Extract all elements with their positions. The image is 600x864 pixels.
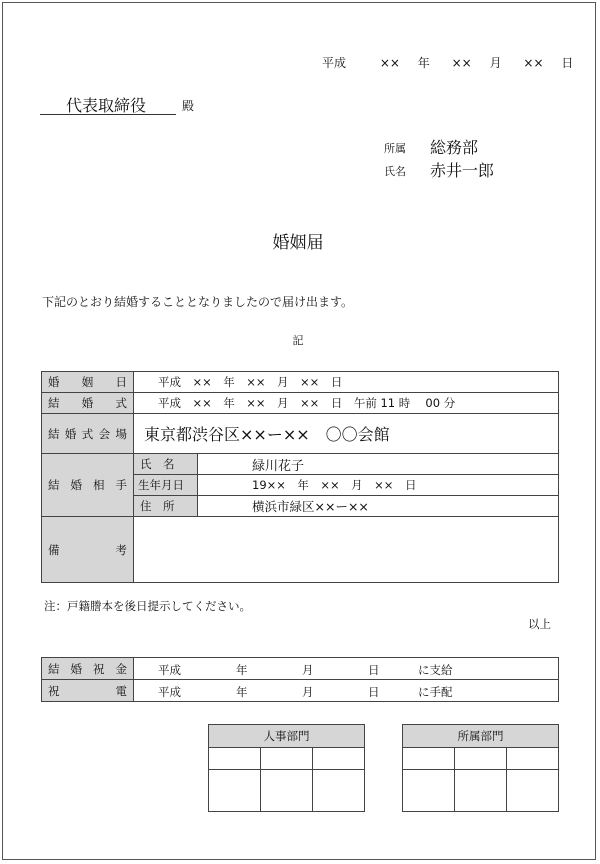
hr-stamp-cell[interactable] — [260, 770, 312, 812]
marriage-date-label: 婚 姻 日 — [42, 372, 134, 393]
gift-money-year: 年 — [236, 663, 248, 677]
table-row — [209, 770, 365, 812]
remarks-value[interactable] — [134, 517, 559, 583]
gift-table — [41, 657, 559, 702]
name-label: 氏名 — [384, 165, 406, 178]
dept-stamp-box — [402, 724, 559, 812]
table-row — [42, 517, 559, 583]
closing-text: 以上 — [528, 617, 551, 631]
telegram-day: 日 — [368, 685, 380, 699]
ki-label: 記 — [292, 334, 304, 347]
date-year-unit: 年 — [417, 56, 430, 70]
addressee-honorific: 殿 — [182, 99, 195, 113]
date-month: ×× — [451, 56, 472, 70]
date-month-unit: 月 — [489, 56, 502, 70]
table-row — [42, 372, 559, 393]
marriage-details-table — [41, 371, 559, 583]
telegram-era: 平成 — [158, 685, 181, 699]
date-era: 平成 — [322, 56, 347, 70]
hr-stamp-cell[interactable] — [209, 770, 261, 812]
name-value: 赤井一郎 — [430, 161, 495, 180]
dept-stamp-header: 所属部門 — [403, 725, 559, 748]
dept-stamp-cell[interactable] — [506, 748, 558, 770]
gift-money-month: 月 — [302, 663, 314, 677]
dept-label: 所属 — [384, 142, 406, 155]
hr-stamp-header: 人事部門 — [209, 725, 365, 748]
gift-money-label: 結 婚 祝 金 — [42, 658, 134, 680]
dept-stamp-cell[interactable] — [403, 770, 455, 812]
date-day: ×× — [523, 56, 544, 70]
table-row — [209, 725, 365, 748]
venue-label: 結婚式会場 — [42, 414, 134, 454]
telegram-year: 年 — [236, 685, 248, 699]
note-text: 注：戸籍謄本を後日提示してください。 — [44, 599, 251, 613]
partner-dob-label: 生年月日 — [134, 475, 198, 496]
dept-value: 総務部 — [430, 138, 479, 157]
dept-stamp-cell[interactable] — [403, 748, 455, 770]
dept-stamp-cell[interactable] — [454, 748, 506, 770]
intro-text: 下記のとおり結婚することとなりましたので届け出ます。 — [42, 295, 354, 309]
partner-dob-value[interactable]: 19×× 年 ×× 月 ×× 日 — [198, 475, 559, 496]
partner-addr-value[interactable]: 横浜市緑区××ー×× — [198, 496, 559, 517]
gift-money-action: に支給 — [418, 663, 453, 677]
ceremony-label: 結 婚 式 — [42, 393, 134, 414]
telegram-label: 祝 電 — [42, 680, 134, 702]
submission-date — [322, 54, 573, 71]
date-year: ×× — [379, 56, 400, 70]
telegram-action: に手配 — [418, 685, 453, 699]
gift-money-day: 日 — [368, 663, 380, 677]
telegram-value[interactable] — [134, 680, 559, 702]
hr-stamp-cell[interactable] — [312, 770, 364, 812]
table-row — [403, 725, 559, 748]
ceremony-value[interactable]: 平成 ×× 年 ×× 月 ×× 日 午前 11 時 00 分 — [134, 393, 559, 414]
hr-stamp-cell[interactable] — [312, 748, 364, 770]
table-row — [42, 414, 559, 454]
table-row — [42, 680, 559, 702]
partner-name-value[interactable]: 緑川花子 — [198, 454, 559, 475]
table-row — [403, 770, 559, 812]
partner-name-label: 氏 名 — [134, 454, 198, 475]
addressee-title: 代表取締役 — [66, 96, 147, 115]
table-row — [42, 454, 559, 475]
gift-money-value[interactable] — [134, 658, 559, 680]
dept-stamp-cell[interactable] — [454, 770, 506, 812]
table-row — [42, 393, 559, 414]
partner-addr-label: 住 所 — [134, 496, 198, 517]
hr-stamp-cell[interactable] — [209, 748, 261, 770]
date-day-unit: 日 — [561, 56, 574, 70]
telegram-month: 月 — [302, 685, 314, 699]
dept-stamp-cell[interactable] — [506, 770, 558, 812]
table-row — [209, 748, 365, 770]
hr-stamp-box — [208, 724, 365, 812]
table-row — [403, 748, 559, 770]
marriage-date-value[interactable]: 平成 ×× 年 ×× 月 ×× 日 — [134, 372, 559, 393]
addressee-underline — [40, 114, 176, 115]
gift-money-era: 平成 — [158, 663, 181, 677]
remarks-label: 備 考 — [42, 517, 134, 583]
hr-stamp-cell[interactable] — [260, 748, 312, 770]
venue-value[interactable]: 東京都渋谷区××ー×× 〇〇会館 — [134, 414, 559, 454]
partner-label: 結 婚 相 手 — [42, 454, 134, 517]
document-title: 婚姻届 — [272, 233, 324, 253]
table-row — [42, 658, 559, 680]
